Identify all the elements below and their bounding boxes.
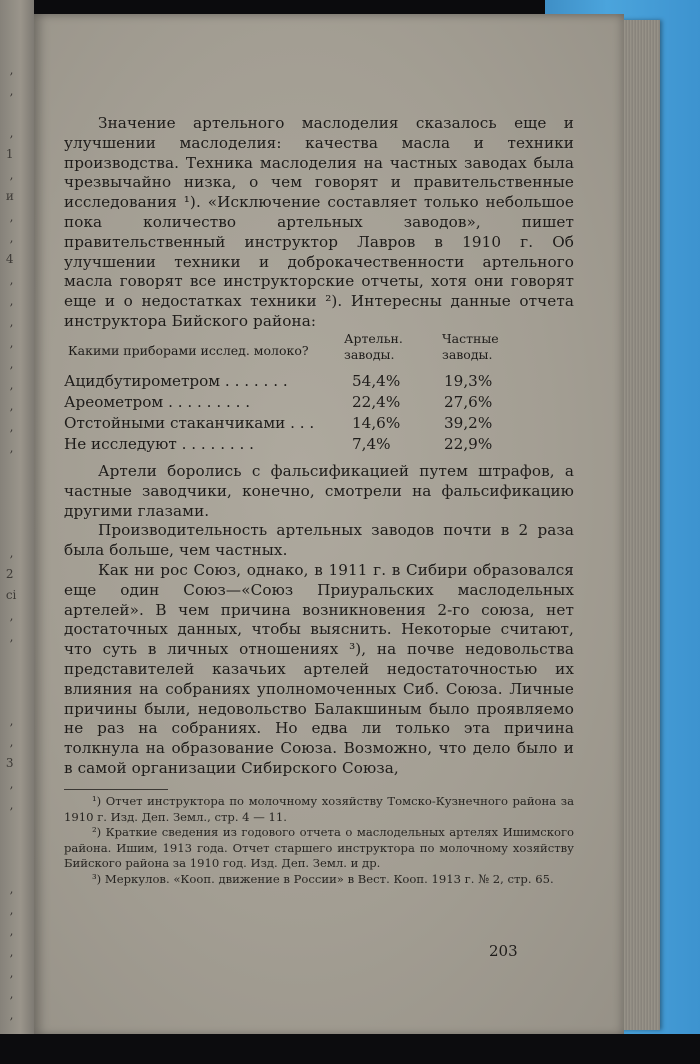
table-cell-private: 27,6% <box>444 393 493 411</box>
paragraph-artel-quality: Значение артельного маслоделия сказалось еще и улучшении маслоделия: качества масла и техники производства. Техника маслоделия на частных заводах была чрезвычайно низка, о чем говорят и правительственные исследования ¹). «Исключение составляет только небольшое пока количество артельных заводов», пишет правительственный инструктор Лавров в 1910 г. Об улучшении техники и доброкачественности артельного масла говорят все инструкторские отчеты, хотя они говорят еще и о недостатках техники ²). Интересны данные отчета инструктора Бийского района: <box>64 114 574 330</box>
dark-surface-bottom <box>0 1034 700 1064</box>
table-cell-private: 19,3% <box>444 372 493 390</box>
table-cell-artel: 22,4% <box>352 393 401 411</box>
main-text-bottom <box>64 462 574 779</box>
paragraph-falsification: Артели боролись с фальсификацией путем штрафов, а частные заводчики, конечно, смотрели на фальсификацию другими глазами. <box>64 462 574 520</box>
table-cell-artel: 14,6% <box>352 414 401 432</box>
main-text-top <box>64 114 574 332</box>
table-row <box>64 392 574 413</box>
milk-testing-table <box>64 331 574 455</box>
footnote-1: ¹) Отчет инструктора по молочному хозяйству Томско-Кузнечного района за 1910 г. Изд. Деп. Земл., стр. 4 — 11. <box>64 794 574 824</box>
table-cell-private: 39,2% <box>444 414 493 432</box>
table-col-private-header: Частные заводы. <box>442 331 499 362</box>
table-header <box>64 331 574 371</box>
footnote-divider <box>64 789 168 790</box>
footnote-3: ³) Меркулов. «Кооп. движение в России» в Вест. Кооп. 1913 г. № 2, стр. 65. <box>92 871 554 886</box>
table-row-label: Ацидбутирометром . . . . . . . <box>64 372 288 390</box>
table-row-label: Не исследуют . . . . . . . . <box>64 435 254 453</box>
table-col-artel-header: Артельн. заводы. <box>344 331 403 362</box>
footnotes <box>64 794 574 888</box>
table-row <box>64 413 574 434</box>
table-row <box>64 371 574 392</box>
left-page-text-fragments: , , , 1 , и , , 4 , , , , , , , , , , 2 ci , , , , 3 , , , , , , , , , <box>5 63 17 1022</box>
footnote-2: ²) Краткие сведения из годового отчета о маслодельных артелях Ишимского района. Ишим, 1913 года. Отчет старшего инструктора по молочному хозяйству Бийского района за 1910 год. Изд. Деп. Земл. и др. <box>64 825 574 871</box>
page-number: 203 <box>489 942 518 960</box>
table-row <box>64 434 574 455</box>
table-cell-private: 22,9% <box>444 435 493 453</box>
table-row-label: Ареометром . . . . . . . . . <box>64 393 251 411</box>
left-page-edge <box>0 0 34 1064</box>
table-cell-artel: 54,4% <box>352 372 401 390</box>
table-question-header: Какими приборами исслед. молоко? <box>68 343 309 358</box>
table-row-label: Отстойными стаканчиками . . . <box>64 414 315 432</box>
paragraph-productivity: Производительность артельных заводов почти в 2 раза была больше, чем частных. <box>64 521 574 560</box>
paragraph-second-union: Как ни рос Союз, однако, в 1911 г. в Сибири образовался еще один Союз—«Союз Приуральских маслодельных артелей». В чем причина возникновения 2-го союза, нет достаточных данных, чтобы выяснить. Некоторые считают, что суть в личных отношениях ³), на почве недовольства представителей казачьих артелей недостаточностью их влияния на собраниях уполномоченных Сиб. Союза. Личные причины были, недовольство Балакшиным было проявляемо не раз на собраниях. Но едва ли только эта причина толкнула на образование Союза. Возможно, что дело было и в самой организации Сибирского Союза, <box>64 560 574 777</box>
table-cell-artel: 7,4% <box>352 435 391 453</box>
book-page <box>34 14 624 1036</box>
